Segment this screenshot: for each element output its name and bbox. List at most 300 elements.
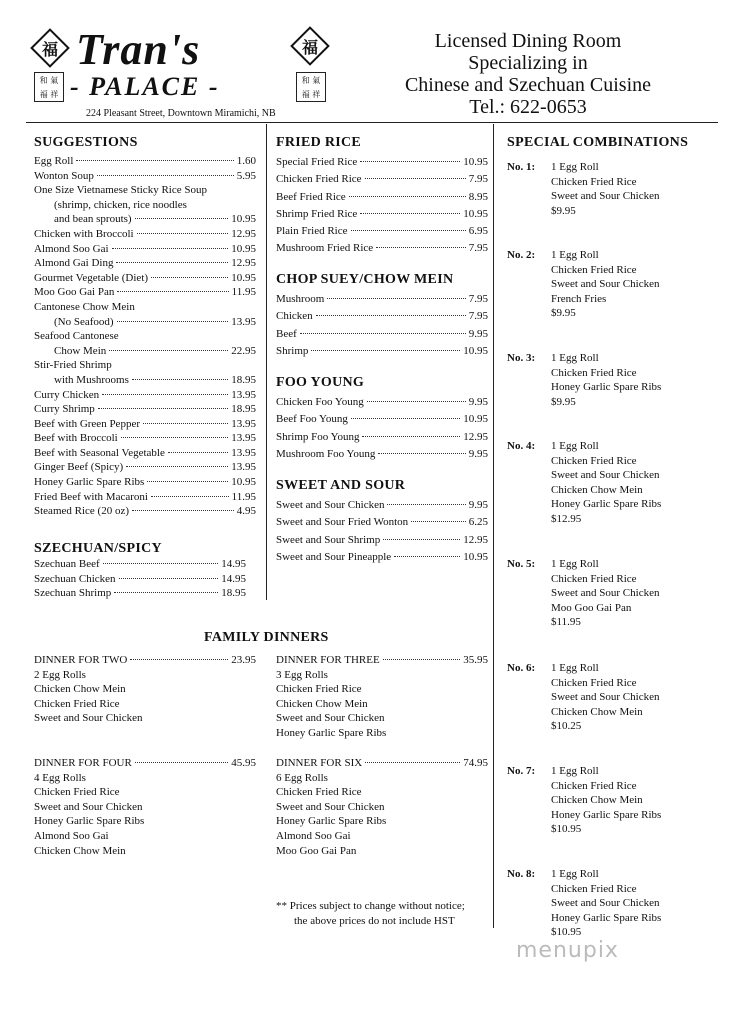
menu-item-price: 5.95 [236,169,256,182]
menu-item-name: Beef with Seasonal Vegetable [34,446,165,459]
dot-leader [114,592,218,593]
menu-item-name: Chicken with Broccoli [34,227,134,240]
menu-item-price: 6.25 [468,516,488,529]
fortune-emblem-right-icon: 福 [292,28,328,64]
combination-item: Chicken Fried Rice [551,175,637,188]
dot-leader [362,436,460,437]
combination-item: Chicken Chow Mein [551,705,643,718]
menu-item-name: Cantonese Chow Mein [34,300,135,313]
dot-leader [132,379,228,380]
menu-item [34,344,256,359]
menu-item-price: 12.95 [231,227,256,240]
menu-item-price: 7.95 [468,293,488,305]
family-dinner-item: Almond Soo Gai [34,829,109,842]
menu-item-price: 12.95 [231,257,256,270]
family-dinner-item: Honey Garlic Spare Ribs [34,815,145,828]
dot-leader [109,350,228,351]
menu-item-price: 9.95 [468,396,488,408]
menu-item-name: Curry Shrimp [34,403,95,416]
dot-leader [327,298,465,299]
family-dinner-item: Chicken Fried Rice [276,683,362,696]
menu-item-name: Shrimp [276,344,309,357]
menu-item-price: 13.95 [231,417,256,430]
watermark: menupix [516,938,619,963]
family-dinner-price: 23.95 [231,654,256,666]
menu-item-price: 13.95 [231,432,256,445]
combination-item: Chicken Fried Rice [551,676,637,689]
family-dinner-name: DINNER FOR SIX [276,757,363,769]
menu-item [34,431,256,446]
sweet-sour-list [276,497,488,566]
combination-item: Chicken Chow Mein [551,483,643,496]
combination-item: Moo Goo Gai Pan [551,601,632,614]
menu-item-name: Szechuan Chicken [34,572,116,585]
dot-leader [137,233,229,234]
dot-leader [119,578,219,579]
combination-item: Sweet and Sour Chicken [551,278,660,291]
menu-item-name: Almond Gai Ding [34,257,114,270]
menu-item-name: Wonton Soup [34,169,94,182]
dot-leader [121,437,229,438]
family-dinner-name: DINNER FOR FOUR [34,757,132,769]
dot-leader [98,408,228,409]
dot-leader [300,333,466,334]
price-note [276,899,465,929]
family-dinner-price: 35.95 [463,654,488,666]
menu-item-name: Sweet and Sour Chicken [276,499,385,511]
dot-leader [135,762,228,763]
menu-item-name: Egg Roll [34,155,74,167]
menu-item [276,171,488,188]
dot-leader [151,496,229,497]
dot-leader [135,218,229,219]
menu-item-name: Fried Beef with Macaroni [34,490,148,503]
menu-item [34,446,256,461]
menu-item [34,285,256,300]
family-dinner-header [34,653,256,668]
menu-item-name: Shrimp Foo Young [276,430,360,443]
family-dinners-title: FAMILY DINNERS [204,630,329,645]
combination-item: 1 Egg Roll [551,161,599,173]
dot-leader [168,452,228,453]
price-note-line: ** Prices subject to change without notice; [276,900,465,912]
menu-item-name: Curry Chicken [34,388,100,401]
menu-item [276,532,488,549]
column-divider-left [266,124,267,600]
info-line: Licensed Dining Room [434,30,622,52]
menu-item-name: Beef Foo Young [276,413,348,426]
menu-item-price: 13.95 [231,388,256,401]
menu-item-name: Beef Fried Rice [276,190,346,203]
combination-item: 1 Egg Roll [551,249,599,261]
family-dinner-item: Sweet and Sour Chicken [276,712,385,725]
family-dinner-item: 3 Egg Rolls [276,668,328,681]
menu-item-name: Chicken Fried Rice [276,173,362,186]
dot-leader [151,277,228,278]
family-dinner-item: Almond Soo Gai [276,829,351,842]
menu-item [276,343,488,360]
menu-item-name: Sweet and Sour Pineapple [276,550,392,563]
menu-item [276,394,488,411]
dot-leader [360,213,460,214]
chop-suey-list [276,291,488,360]
combination-item: Chicken Fried Rice [551,779,637,792]
dot-leader [383,539,460,540]
combination-number: No. 8: [507,868,536,880]
family-dinner-item: Chicken Chow Mein [276,697,368,710]
family-dinner [34,653,256,726]
szechuan-list [34,557,246,601]
combination-item: Chicken Fried Rice [551,882,637,895]
combination-item: French Fries [551,292,607,305]
combination-item: Sweet and Sour Chicken [551,190,660,203]
dot-leader [394,556,460,557]
menu-item-name: Beef [276,327,297,340]
combination-number: No. 4: [507,440,536,452]
combination-item: Sweet and Sour Chicken [551,691,660,704]
menu-item [34,242,256,257]
foo-young-title: FOO YOUNG [276,375,365,390]
menu-item-name: Szechuan Shrimp [34,587,112,600]
menu-item-name: Plain Fried Rice [276,225,348,238]
family-dinner [34,756,256,858]
dot-leader [147,481,228,482]
menu-item [276,291,488,308]
combination-item: 1 Egg Roll [551,558,599,570]
menu-item-name: Shrimp Fried Rice [276,207,358,220]
menu-item [34,198,256,213]
fried-rice-title: FRIED RICE [276,135,362,150]
menu-item-price: 10.95 [463,156,488,168]
foo-young-list [276,394,488,463]
family-dinner [276,756,488,858]
menu-item-price: 9.95 [468,447,488,460]
menu-item [34,373,256,388]
combination-number: No. 5: [507,558,536,570]
family-dinner-item: Honey Garlic Spare Ribs [276,726,387,739]
menu-item-name: Mushroom Foo Young [276,447,376,460]
menu-item [34,572,246,587]
combination-number: No. 7: [507,765,536,777]
menu-item [34,358,256,373]
seal-stamp-right-icon: 和 氣 福 祥 [296,72,326,102]
menu-item [34,557,246,572]
menu-item-name: Chicken [276,310,313,323]
menu-item-price: 12.95 [463,430,488,443]
menu-item [34,417,256,432]
family-dinner-header [276,653,488,668]
menu-item-price: 6.95 [468,225,488,238]
menu-item [276,240,488,257]
suggestions-list [34,154,256,519]
menu-item-name: Ginger Beef (Spicy) [34,461,124,474]
combination-item: 1 Egg Roll [551,440,599,452]
combination-item: Chicken Chow Mein [551,794,643,807]
combinations-title: SPECIAL COMBINATIONS [507,135,689,150]
menu-item [34,154,256,169]
dot-leader [387,504,465,505]
family-dinner-item: 4 Egg Rolls [34,771,86,784]
dot-leader [102,394,228,395]
menu-item-name: Moo Goo Gai Pan [34,286,115,299]
family-dinner-header [276,756,488,771]
menu-item [276,206,488,223]
dot-leader [132,510,234,511]
menu-item-price: 14.95 [221,558,246,570]
suggestions-title: SUGGESTIONS [34,135,138,150]
menu-item [34,315,256,330]
menu-item-price: 7.95 [468,173,488,186]
menu-item [34,169,256,184]
menu-item-name: Chow Mein [54,344,107,357]
menu-item-price: 1.60 [236,155,256,167]
menu-item-price: 12.95 [463,533,488,546]
brand-subtitle: - PALACE - [70,72,220,101]
menu-item-price: 18.95 [231,403,256,416]
combination-price: $9.95 [551,395,576,408]
menu-item-name: Sweet and Sour Shrimp [276,533,381,546]
menu-item [34,475,256,490]
menu-item-name: Gourmet Vegetable (Diet) [34,271,149,284]
dot-leader [360,161,460,162]
dot-leader [383,659,461,660]
menu-item-price: 8.95 [468,190,488,203]
menu-item [34,504,256,519]
brand-name: Tran's [76,25,201,74]
combination-contents [551,351,661,409]
menu-item-price: 18.95 [221,587,246,600]
dot-leader [351,230,466,231]
dot-leader [130,659,228,660]
family-dinner-item: Sweet and Sour Chicken [34,800,143,813]
menu-item-name: Szechuan Beef [34,558,100,570]
dot-leader [365,762,460,763]
menu-item-price: 9.95 [468,327,488,340]
menu-item [34,271,256,286]
header-divider [26,122,718,123]
combination-price: $9.95 [551,307,576,320]
menu-item-name: Stir-Fried Shrimp [34,359,112,372]
dot-leader [126,466,228,467]
combination-item: Chicken Fried Rice [551,366,637,379]
dot-leader [349,196,466,197]
dot-leader [117,321,229,322]
menu-item [34,300,256,315]
menu-item [34,402,256,417]
menu-item [276,308,488,325]
menu-item-price: 10.95 [231,242,256,255]
menu-item-name: Honey Garlic Spare Ribs [34,476,145,489]
dot-leader [103,563,219,564]
menu-item-price: 14.95 [221,572,246,585]
combination-item: Sweet and Sour Chicken [551,587,660,600]
combination-price: $10.95 [551,823,582,836]
menu-item [34,256,256,271]
combination-item: Sweet and Sour Chicken [551,897,660,910]
menu-item [34,212,256,227]
menu-item-price: 10.95 [463,207,488,220]
combination-item: Honey Garlic Spare Ribs [551,381,662,394]
price-note-line: the above prices do not include HST [294,915,455,927]
combination-contents [551,160,659,218]
menu-item [34,227,256,242]
menu-item-price: 11.95 [231,286,256,299]
dot-leader [411,521,466,522]
dot-leader [112,248,229,249]
menu-item [276,326,488,343]
menu-item [276,223,488,240]
menu-item-price: 10.95 [463,413,488,426]
menu-item-price: 11.95 [231,490,256,503]
menu-item-name: with Mushrooms [54,373,129,386]
menu-item-name: (shrimp, chicken, rice noodles [54,198,187,211]
sweet-sour-title: SWEET AND SOUR [276,478,406,493]
menu-item [276,189,488,206]
family-dinner-item: Chicken Chow Mein [34,844,126,857]
combination-item: Chicken Fried Rice [551,572,637,585]
combination-item: 1 Egg Roll [551,662,599,674]
dot-leader [143,423,228,424]
dot-leader [367,401,466,402]
combination-item: Chicken Fried Rice [551,454,637,467]
menu-item [276,411,488,428]
combination-contents [551,557,659,630]
dot-leader [116,262,228,263]
family-dinner-name: DINNER FOR TWO [34,654,128,666]
menu-item-name: One Size Vietnamese Sticky Rice Soup [34,184,207,197]
menu-item-price: 22.95 [231,344,256,357]
menu-item-name: Chicken Foo Young [276,396,364,408]
menu-item-price: 13.95 [231,315,256,328]
menu-item-price: 10.95 [231,213,256,226]
dot-leader [316,315,466,316]
combination-price: $10.25 [551,720,582,733]
combination-item: Honey Garlic Spare Ribs [551,498,662,511]
menu-item-name: (No Seafood) [54,315,114,328]
combination-contents [551,661,659,734]
combination-contents [551,764,661,837]
family-dinner-item: Honey Garlic Spare Ribs [276,815,387,828]
combination-item: 1 Egg Roll [551,868,599,880]
menu-item-name: Mushroom [276,293,325,305]
menu-item-name: Sweet and Sour Fried Wonton [276,516,409,529]
szechuan-title: SZECHUAN/SPICY [34,541,162,556]
dot-leader [76,160,233,161]
menu-item-price: 13.95 [231,461,256,474]
family-dinner-item: Chicken Fried Rice [34,786,120,799]
combination-number: No. 6: [507,662,536,674]
menu-item-price: 10.95 [463,550,488,563]
combination-number: No. 2: [507,249,536,261]
menu-item [34,460,256,475]
combination-number: No. 3: [507,352,536,364]
menu-item-name: Mushroom Fried Rice [276,242,374,255]
menu-item-name: and bean sprouts) [54,213,132,226]
menu-item [276,497,488,514]
family-dinner-item: 2 Egg Rolls [34,668,86,681]
family-dinner-price: 74.95 [463,757,488,769]
menu-item [34,183,256,198]
combination-number: No. 1: [507,161,536,173]
menu-item-name: Seafood Cantonese [34,330,119,343]
family-dinner-item: Sweet and Sour Chicken [34,712,143,725]
menu-item-name: Steamed Rice (20 oz) [34,505,129,518]
combination-item: 1 Egg Roll [551,352,599,364]
dot-leader [117,291,228,292]
menu-item [276,549,488,566]
family-dinner-item: Chicken Fried Rice [276,786,362,799]
combination-price: $10.95 [551,926,582,939]
header-info [370,30,686,118]
menu-item-price: 7.95 [468,310,488,323]
column-divider-right [493,124,494,928]
combination-price: $12.95 [551,512,582,525]
combination-item: Honey Garlic Spare Ribs [551,911,662,924]
family-dinner-header [34,756,256,771]
dot-leader [365,178,466,179]
combination-contents [551,248,659,321]
family-dinner-item: Moo Goo Gai Pan [276,844,357,857]
combination-price: $9.95 [551,204,576,217]
combination-contents [551,867,661,940]
menu-item [34,329,256,344]
menu-item-name: Special Fried Rice [276,156,358,168]
phone-number: Tel.: 622-0653 [469,96,587,118]
menu-item [276,429,488,446]
menu-item [34,388,256,403]
restaurant-logo [28,22,348,122]
chop-suey-title: CHOP SUEY/CHOW MEIN [276,272,454,287]
menu-item [34,586,246,601]
combination-contents [551,439,661,527]
info-line: Chinese and Szechuan Cuisine [404,74,652,96]
family-dinner-price: 45.95 [231,757,256,769]
combination-item: Chicken Fried Rice [551,263,637,276]
menu-item-price: 9.95 [468,499,488,511]
menu-item-price: 18.95 [231,373,256,386]
menu-item-price: 4.95 [236,505,256,518]
menu-item [34,490,256,505]
fried-rice-list [276,154,488,258]
family-dinner-item: Chicken Fried Rice [34,697,120,710]
dot-leader [97,175,234,176]
family-dinner [276,653,488,741]
dot-leader [311,350,460,351]
menu-item-price: 13.95 [231,446,256,459]
menu-item-price: 10.95 [463,344,488,357]
menu-item-name: Almond Soo Gai [34,242,109,255]
menu-item-name: Beef with Green Pepper [34,417,140,430]
menu-item-name: Beef with Broccoli [34,432,118,445]
family-dinner-item: 6 Egg Rolls [276,771,328,784]
combination-item: Sweet and Sour Chicken [551,469,660,482]
seal-stamp-left-icon: 和 氣 福 祥 [34,72,64,102]
combination-item: Honey Garlic Spare Ribs [551,808,662,821]
menu-item [276,514,488,531]
dot-leader [351,418,460,419]
combination-item: 1 Egg Roll [551,765,599,777]
dot-leader [378,453,465,454]
family-dinner-item: Sweet and Sour Chicken [276,800,385,813]
menu-item [276,446,488,463]
menu-item [276,154,488,171]
info-line: Specializing in [468,52,588,74]
menu-item-price: 10.95 [231,476,256,489]
dot-leader [376,247,466,248]
combination-price: $11.95 [551,616,581,629]
menu-item-price: 7.95 [468,242,488,255]
family-dinner-item: Chicken Chow Mein [34,683,126,696]
